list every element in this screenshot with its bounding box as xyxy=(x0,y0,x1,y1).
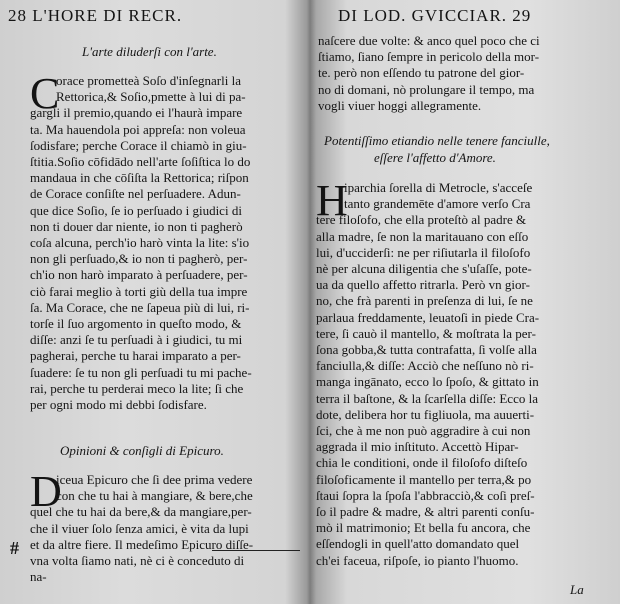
text-line: che il viuer ſolo ſenza amici, è vita da lupi xyxy=(30,520,249,536)
text-line: ſtaui ſopra la ſpoſa l'abbracciò,& coſi preſ- xyxy=(316,487,535,503)
text-line: non ti douer dar niente, io non ti pagherò xyxy=(30,218,243,234)
right-page xyxy=(312,0,620,604)
text-line: fanciulla,& diſſe: Acciò che neſſuno nò ri- xyxy=(316,358,534,374)
text-line: ſodisfare; perche Corace il chiamò in giu- xyxy=(30,137,247,153)
text-line: eſſendogli in quell'atto domandato quel xyxy=(316,536,520,552)
text-line: no di domani, nò prolungare il tempo, ma xyxy=(318,81,535,97)
margin-note-mark: # xyxy=(10,538,19,558)
right-running-head: DI LOD. GVICCIAR. 29 xyxy=(338,6,532,25)
left-section-title-2: Opinioni & conſigli di Epicuro. xyxy=(60,443,224,458)
text-line: et da altre fiere. Il medeſimo Epicuro diſſe- xyxy=(30,536,254,552)
text-line: coſa alcuna, perch'io harò vinta la lite: s'io xyxy=(30,235,250,251)
text-line: pagherai, perche tu harai imparato a per- xyxy=(30,348,241,364)
right-paragraph-0 xyxy=(318,33,614,114)
right-dropcap-1: H xyxy=(316,176,348,225)
text-line: lui, d'ucciderſi: ne per riſiutarla il filoſofo xyxy=(316,244,531,260)
text-line: torſe il ſuo argomento in queſto modo, & xyxy=(30,316,242,332)
text-line: nè per alcuna diligentia che s'uſaſſe, pote- xyxy=(316,261,532,277)
left-section-title-1: L'arte diluderſi con l'arte. xyxy=(82,44,217,59)
text-line: gargli il premio,quando ei l'haurà impare xyxy=(30,105,243,121)
text-line: iceua Epicuro che ſi dee prima vedere xyxy=(56,472,253,487)
text-line: no, che frà parenti in preſenza di lui, ſe ne xyxy=(316,293,533,309)
text-line: diſſe: anzi ſe tu perſuadi à i giudici, tu mi xyxy=(30,332,243,348)
text-line: ſci, che à me non può aggradire à cui non xyxy=(316,423,531,439)
text-line: ſo il padre & madre, & altri parenti conſu- xyxy=(316,504,535,520)
text-line: ſtitia.Soſio cōfidādo nell'arte ſoſiſtica lo do xyxy=(30,154,251,170)
text-line: que dice Soſio, ſe io perſuado i giudici di xyxy=(30,202,242,218)
text-line: na- xyxy=(30,569,47,585)
text-line: iparchia ſorella di Metrocle, s'acceſe xyxy=(344,180,533,195)
left-dropcap-1: C xyxy=(30,69,60,118)
right-catchword: La xyxy=(570,582,584,597)
text-line: ſuadere: ſe tu non gli perſuadi tu mi pache- xyxy=(30,364,252,380)
text-line: alla madre, ſe non la maritauano con eſſo xyxy=(316,228,529,244)
text-line: per ogni modo mi debbi ſodisfare. xyxy=(30,397,207,413)
text-line: dote, delibera hor tu figliuola, ma auuerti- xyxy=(316,406,535,422)
text-line: quel che tu hai da bere,& da mangiare,per- xyxy=(30,504,252,520)
text-line: tere, ſi cauò il mantello, & moſtrata la per- xyxy=(316,325,536,341)
text-line: chia le conditioni, onde il filoſofo diſteſo xyxy=(316,455,528,471)
text-line: ſona gobba,& tutta contrafatta, ſi volſe alla xyxy=(316,342,537,358)
text-line: rai, perche tu perderai meco la lite; ſi che xyxy=(30,380,244,396)
left-dropcap-2: D xyxy=(30,467,62,516)
text-line: ch'ei faceua, riſpoſe, io pianto l'huomo. xyxy=(316,552,519,568)
ink-underline xyxy=(212,550,300,551)
text-line: manga ingānato, ecco lo ſpoſo, & gittato in xyxy=(316,374,539,390)
left-paragraph-2 xyxy=(30,467,302,585)
left-paragraph-1 xyxy=(30,69,302,413)
text-line: ciò farai meglio à torti giù della tua impre xyxy=(30,283,248,299)
text-line: vogli viuer hoggi allegramente. xyxy=(318,97,482,113)
text-line: ch'io non harò imparato à perſuadere, per- xyxy=(30,267,248,283)
left-page xyxy=(0,0,306,604)
text-line: mò il matrimonio; Et bella fu ancora, che xyxy=(316,520,531,536)
right-section-title-line-2: eſſere l'affetto d'Amore. xyxy=(374,150,496,165)
text-line: de Corace conſiſte nel perſuadere. Adun- xyxy=(30,186,241,202)
text-line: ta. Ma hauendola poi appreſa: non voleua xyxy=(30,121,246,137)
text-line: te. però non eſſendo tu patrone del gior- xyxy=(318,65,525,81)
text-line: filoſoficamente il mantello per terra,& po xyxy=(316,471,532,487)
right-section-title-line-1: Potentiſſimo etiandio nelle tenere fanciulle, xyxy=(324,133,550,148)
left-running-head: 28 L'HORE DI RECR. xyxy=(8,6,183,25)
text-line: mandaua in che cōſiſta la Rettorica; riſpon xyxy=(30,170,249,186)
text-line: non gli perſuado,& io non ti pagherò, per- xyxy=(30,251,248,267)
text-line: Rettorica,& Soſio,pmette à lui di pa- xyxy=(56,89,246,105)
text-line: vna volta ſiamo nati, nè ci è conceduto di xyxy=(30,553,245,569)
text-line: ſa. Ma Corace, che ne ſapeua più di lui, ri- xyxy=(30,299,250,315)
text-line: ſtiamo, ſiano ſempre in pericolo della mor- xyxy=(318,49,540,65)
text-line: tere filoſofo, che ella proteſtò al padre & xyxy=(316,212,527,228)
text-line: con che tu hai à mangiare, & bere,che xyxy=(56,488,253,504)
text-line: naſcere due volte: & anco quel poco che ci xyxy=(318,33,540,48)
right-paragraph-1 xyxy=(316,176,614,569)
text-line: terra il baſtone, & la ſcarſella diſſe: Ecco la xyxy=(316,390,538,406)
text-line: aggrada il mio inſtituto. Accettò Hipar- xyxy=(316,439,519,455)
text-line: orace prometteà Soſo d'inſegnarli la xyxy=(56,73,241,88)
text-line: parlaua freddamente, leuatoſi in piede Cra- xyxy=(316,309,540,325)
text-line: tanto grandemēte d'amore verſo Cra xyxy=(344,196,531,212)
text-line: ua da quello affetto ritrarla. Però vn gior- xyxy=(316,277,530,293)
